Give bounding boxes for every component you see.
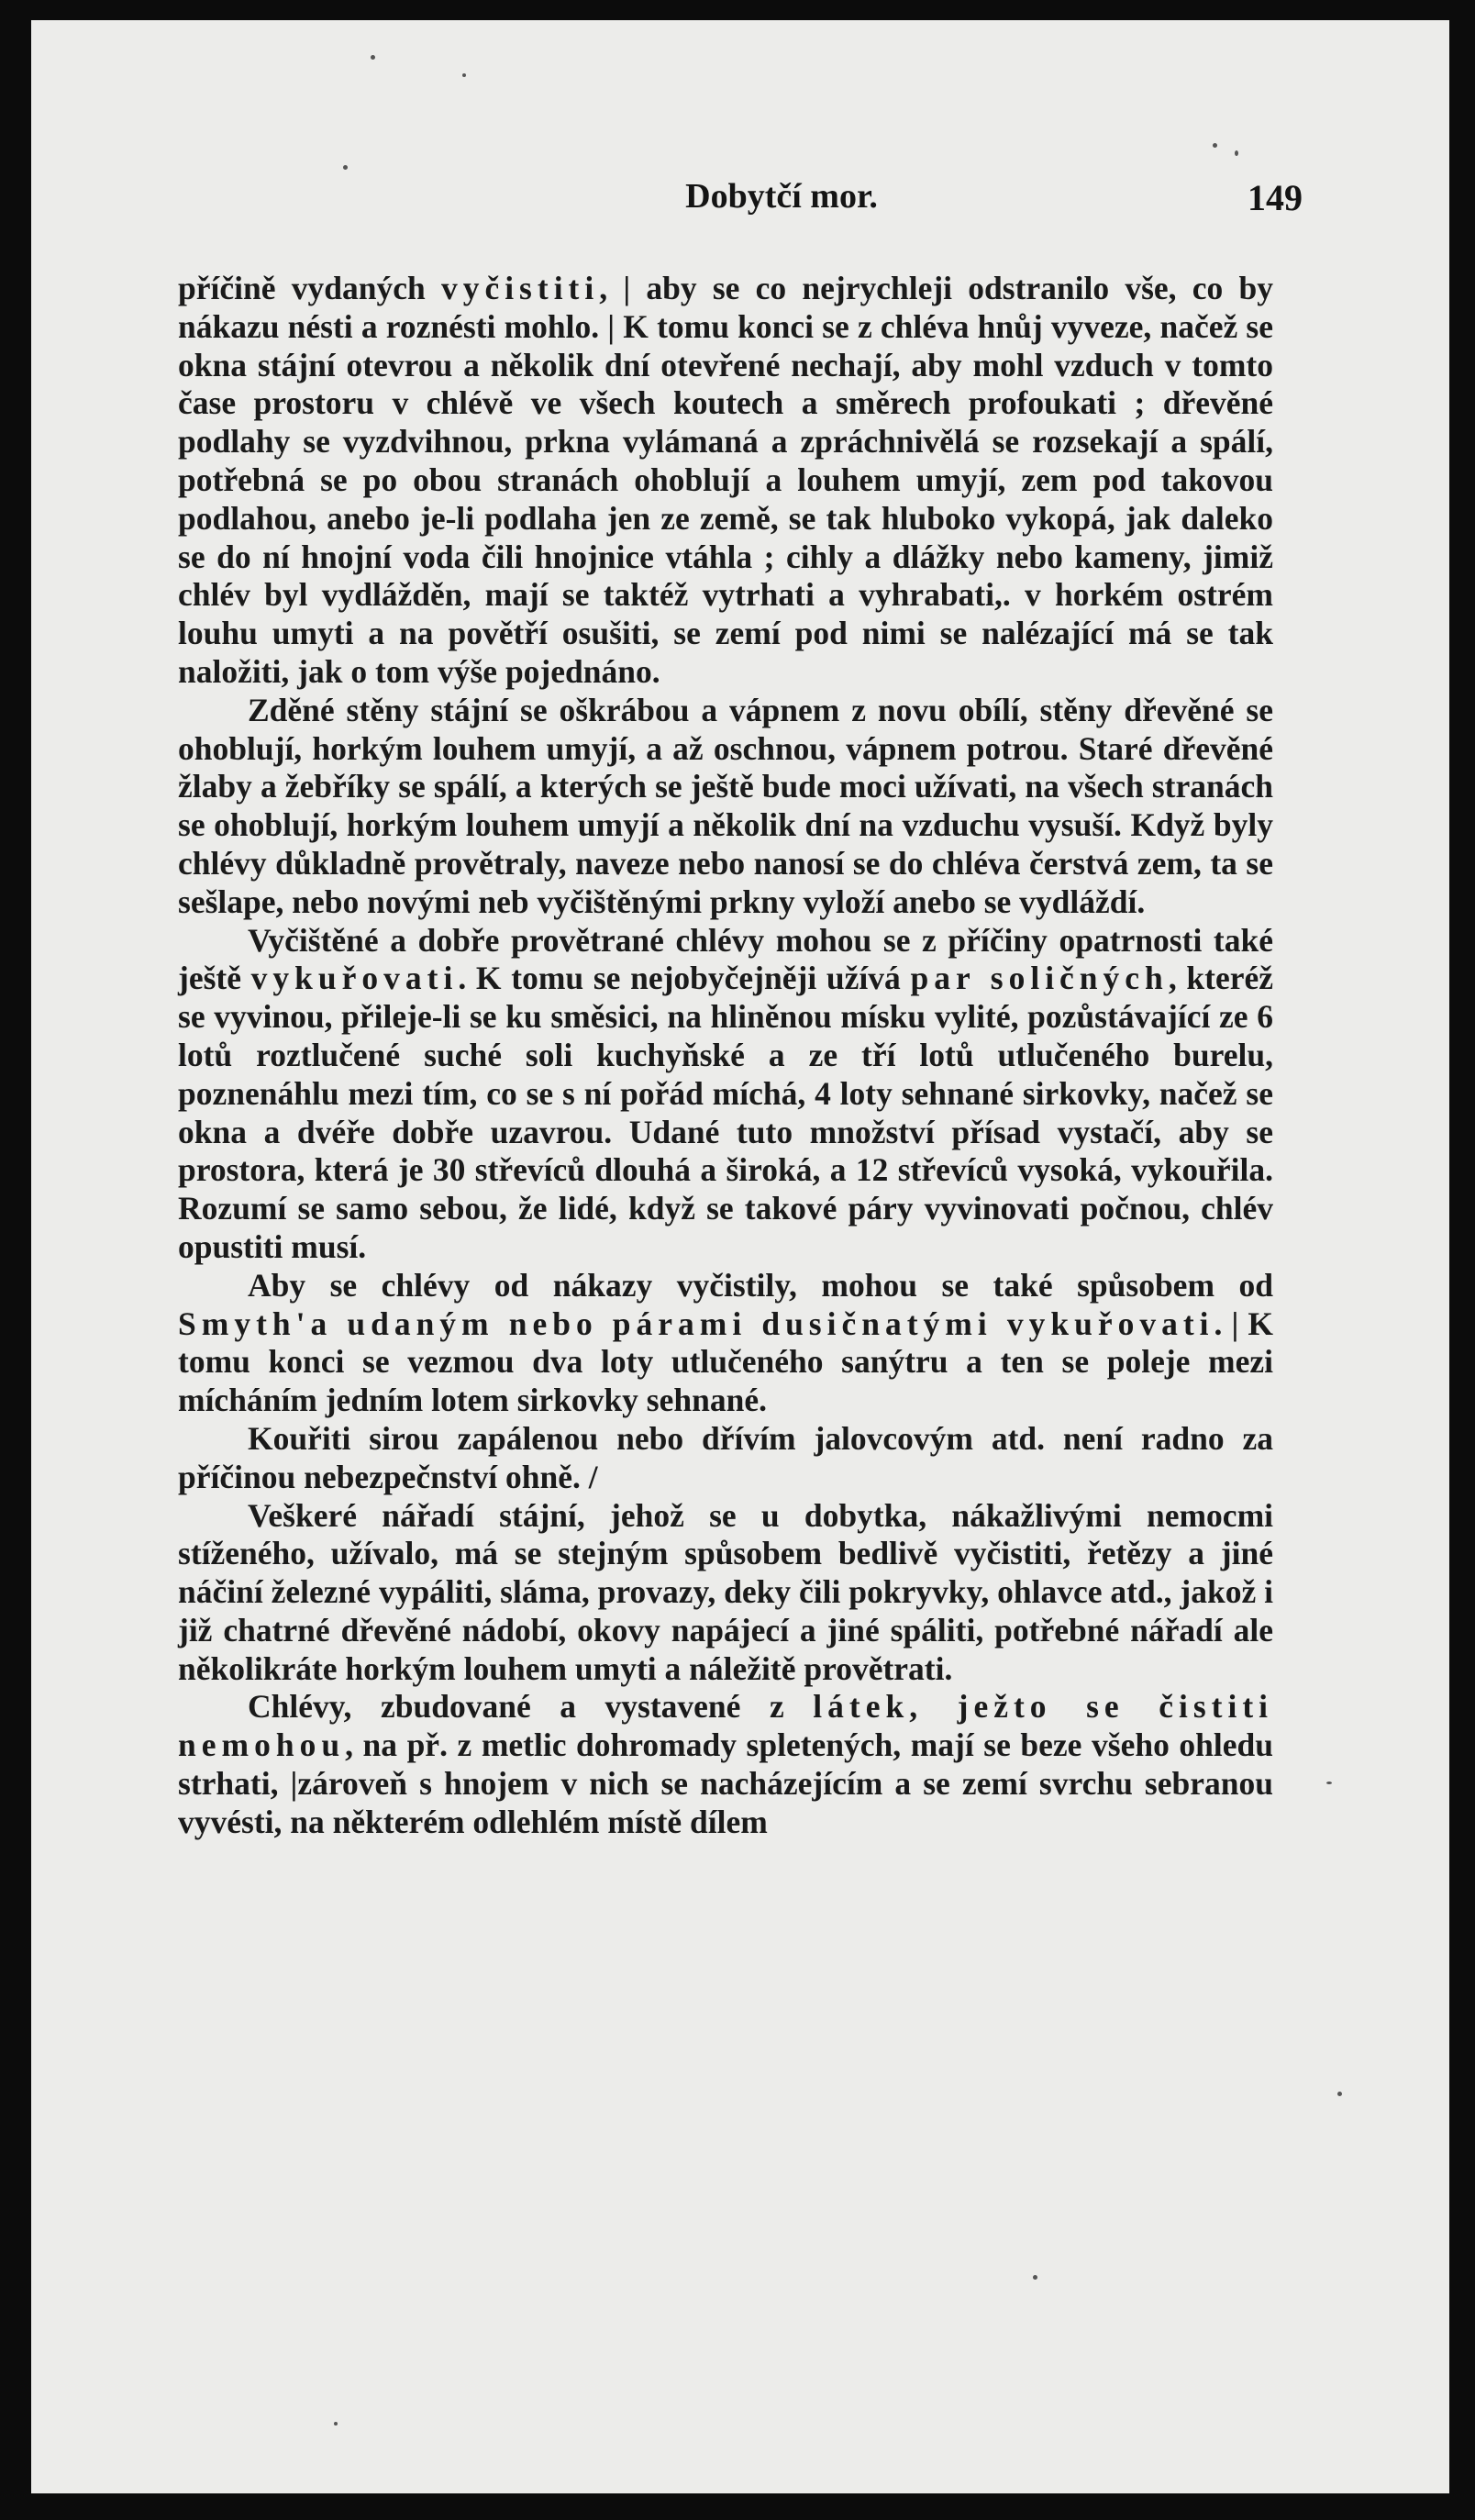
paper-speck (1033, 2275, 1037, 2280)
paragraph (178, 1688, 1273, 1841)
text-run: , na př. z metlic dohromady spletených, mají se beze všeho ohledu strhati, |zároveň s hnojem v nich se nacházejícím a se zemí svrchu sebranou vyvésti, na některém odlehlém místě dílem (178, 1726, 1273, 1840)
paper-speck (371, 55, 375, 60)
text-run: Vyčištěné a dobře provětrané chlévy mohou se z příčiny opatrnosti také ještě (178, 921, 1273, 997)
text-run: . K tomu se nejobyčejněji užívá (458, 960, 911, 997)
text-run: , | aby se co nejrychleji odstranilo vše, co by nákazu nésti a roznésti mohlo. | K tomu konci se z chléva hnůj vyveze, načež se okna stájní otevrou a několik dní otevřené nechají, aby mohl vzduch v tomto čase prostoru v chlévě ve všech koutech a směrech profoukati ; dřevěné podlahy se vyzdvihnou, prkna vylámaná a zpráchnivělá se rozsekají a spálí, potřebná se po obou stranách ohoblují a louhem umyjí, zem pod takovou podlahou, anebo je-li podlaha jen ze země, se tak hluboko vykopá, jak daleko se do ní hnojní voda čili hnojnice vtáhla ; cihly a dlážky nebo kameny, jimiž chlév byl vydlážděn, mají se taktéž vytrhati a vyhrabati,. v horkém ostrém louhu umyti a na povětří osušiti, se zemí pod nimi se nalézající má se tak naložiti, jak o tom výše pojednáno. (178, 270, 1273, 690)
paper-speck (1213, 143, 1217, 148)
spaced-emphasis: par soličných (910, 960, 1169, 997)
text-run: příčině vydaných (178, 270, 441, 306)
text-run: Aby se chlévy od nákazy vyčistily, mohou se také spůsobem od (248, 1266, 1273, 1304)
text-run: Chlévy, zbudované a vystavené z (248, 1688, 814, 1726)
paragraph (178, 922, 1273, 1267)
paragraph (178, 1497, 1273, 1689)
page-number: 149 (1248, 177, 1303, 218)
paragraph (178, 1420, 1273, 1497)
text-run: Zděné stěny stájní se oškrábou a vápnem z novu obílí, stěny dřevěné se ohoblují, horkým louhem umyjí, a až oschnou, vápnem potrou. Staré dřevěné žlaby a žebříky se spálí, a kterých se ještě bude moci užívati, na všech stranách se ohoblují, horkým louhem umyjí a několik dní na vzduchu vysuší. Když byly chlévy důkladně provětraly, naveze nebo nanosí se do chléva čerstvá zem, ta se sešlape, nebo novými neb vyčištěnými prkny vyloží anebo se vydláždí. (178, 691, 1273, 920)
paper-speck (462, 73, 466, 77)
text-run: . | K tomu konci se vezmou dva loty utlučeného sanýtru a ten se poleje mezi mícháním jedním lotem sirkovky sehnané. (178, 1304, 1273, 1419)
spaced-emphasis: vykuřovati (250, 960, 459, 997)
spaced-emphasis: vyčistiti (440, 270, 600, 306)
paper-speck (343, 165, 348, 170)
text-run: Kouřiti sirou zapálenou nebo dřívím jalovcovým atd. není radno za příčinou nebezpečnství ohně. / (178, 1419, 1273, 1495)
spaced-emphasis: látek, ježto se čistiti nemohou (178, 1688, 1274, 1764)
spaced-emphasis: Smyth'a udaným nebo párami dusičnatými vykuřovati (178, 1304, 1214, 1342)
paper-speck (334, 2422, 338, 2426)
paragraph (178, 270, 1273, 692)
book-page (31, 20, 1449, 2493)
page-header (31, 176, 1449, 231)
paper-speck (1326, 1782, 1332, 1784)
body-text (178, 270, 1273, 1842)
text-run: , kteréž se vyvinou, přileje-li se ku směsici, na hliněnou mísku vylité, pozůstávající ze 6 lotů roztlučené suché soli kuchyňské a ze tří lotů utlučeného burelu, poznenáhlu mezi tím, co se s ní pořád míchá, 4 loty sehnané sirkovky, načež se okna a dvéře dobře uzavrou. Udané tuto množství přísad vystačí, aby se prostora, která je 30 střevíců dlouhá a široká, a 12 střevíců vysoká, vykouřila. Rozumí se samo sebou, že lidé, když se takové páry vyvinovati počnou, chlév opustiti musí. (178, 960, 1273, 1265)
paper-speck (1337, 2092, 1342, 2096)
paragraph (178, 692, 1273, 922)
running-title: Dobytčí mor. (685, 177, 878, 216)
paper-speck (1235, 150, 1238, 156)
text-run: Veškeré nářadí stájní, jehož se u dobytka, nákažlivými nemocmi stíženého, užívalo, má se stejným spůsobem bedlivě vyčistiti, řetězy a jiné náčiní železné vypáliti, sláma, provazy, deky čili pokryvky, ohlavce atd., jakož i již chatrné dřevěné nádobí, okovy napájecí a jiné spáliti, potřebné nářadí ale několikráte horkým louhem umyti a náležitě provětrati. (178, 1496, 1273, 1687)
paragraph (178, 1267, 1273, 1420)
